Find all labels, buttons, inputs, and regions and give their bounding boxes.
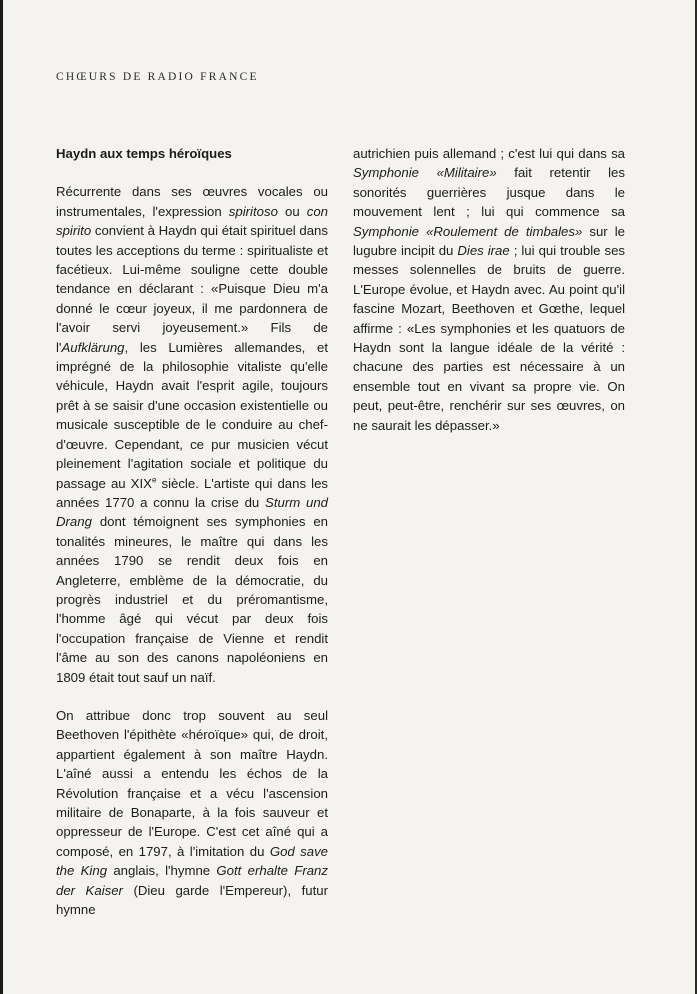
text-run: On attribue donc trop souvent au seul Beethoven l'épithète «héroïque» qui, de droit, appartient également à son maître Haydn. L'aîné aussi a entendu les échos de la Révolution française et a vécu l'ascension militaire de Bonaparte, à la fois sauveur et oppresseur de l'Europe. C'est cet aîné qui a composé, en 1797, à l'imitation du	[56, 707, 328, 859]
left-column	[56, 144, 328, 938]
text-run: dont témoignent ses symphonies en tonalités mineures, le maître qui dans les années 1790 se rendit deux fois en Angleterre, emblème de la démocratie, du progrès industriel et du préromantisme, l'homme âgé qui vécut par deux fois l'occupation française de Vienne et rendit l'âme au son des canons napoléoniens en 1809 était tout sauf un naïf.	[56, 514, 328, 685]
italic-run: Sturm und Drang	[56, 494, 328, 530]
text-run: (Dieu garde l'Empereur), futur hymne	[56, 882, 328, 918]
superscript: e	[151, 475, 157, 485]
italic-run: Gott erhalte Franz der Kaiser	[56, 863, 328, 898]
section-heading: Haydn aux temps héroïques	[56, 146, 232, 161]
italic-run: Aufklärung	[61, 339, 125, 355]
paragraph	[353, 144, 625, 435]
italic-run: spiritoso	[228, 203, 278, 219]
text-run: fait retentir les sonorités guerrières jusque dans le mouvement lent ; lui qui commence sa	[353, 165, 625, 220]
italic-run: Symphonie «Militaire»	[353, 165, 497, 181]
text-run: anglais, l'hymne	[107, 863, 217, 879]
text-run: convient à Haydn qui était spirituel dans toutes les acceptions du terme : spiritualiste et facétieux. Lui-même souligne cette double tendance en déclarant : «Puisque Dieu m'a donné le cœur joyeux, il me pardonnera de l'avoir servi joyeusement.» Fils de l'	[56, 223, 328, 355]
text-run: sur le lugubre incipit du	[353, 223, 625, 259]
text-run: Récurrente dans ses œuvres vocales ou instrumentales, l'expression	[56, 184, 328, 219]
text-run: autrichien puis allemand ; c'est lui qui dans sa	[353, 146, 625, 161]
page-edge-left	[0, 0, 3, 994]
italic-run: God save the King	[56, 843, 328, 879]
paragraph	[56, 182, 328, 687]
paragraph	[56, 706, 328, 919]
right-column	[353, 144, 625, 435]
text-run: ; lui qui trouble ses messes solennelles de bruits de guerre. L'Europe évolue, et Haydn avec. Au point qu'il fascine Mozart, Beethoven et Gœthe, lequel affirme : «Les symphonies et les quatuors de Haydn sont la langue idéale de la vérité : chacune des parties est nécessaire à un ensemble tout en vivant sa propre vie. On peut, peut-être, renchérir sur ses œuvres, on ne saurait les dépasser.»	[353, 243, 625, 433]
italic-run: Dies irae	[457, 243, 510, 259]
text-run: , les Lumières allemandes, et imprégné de la philosophie vitaliste qu'elle véhicule, Haydn avait l'esprit agile, toujours prêt à se saisir d'une occasion existentielle ou musicale susceptible de le conduire au chef-d'œuvre. Cependant, ce pur musicien vécut pleinement l'agitation sociale et politique du passage au XIX	[56, 339, 328, 491]
italic-run: Symphonie «Roulement de timbales»	[353, 223, 583, 239]
running-head: CHŒURS DE RADIO FRANCE	[56, 71, 259, 83]
italic-run: con spirito	[56, 203, 328, 239]
text-run: siècle. L'artiste qui dans les années 1770 a connu la crise du	[56, 475, 328, 510]
text-run: ou	[277, 203, 307, 219]
